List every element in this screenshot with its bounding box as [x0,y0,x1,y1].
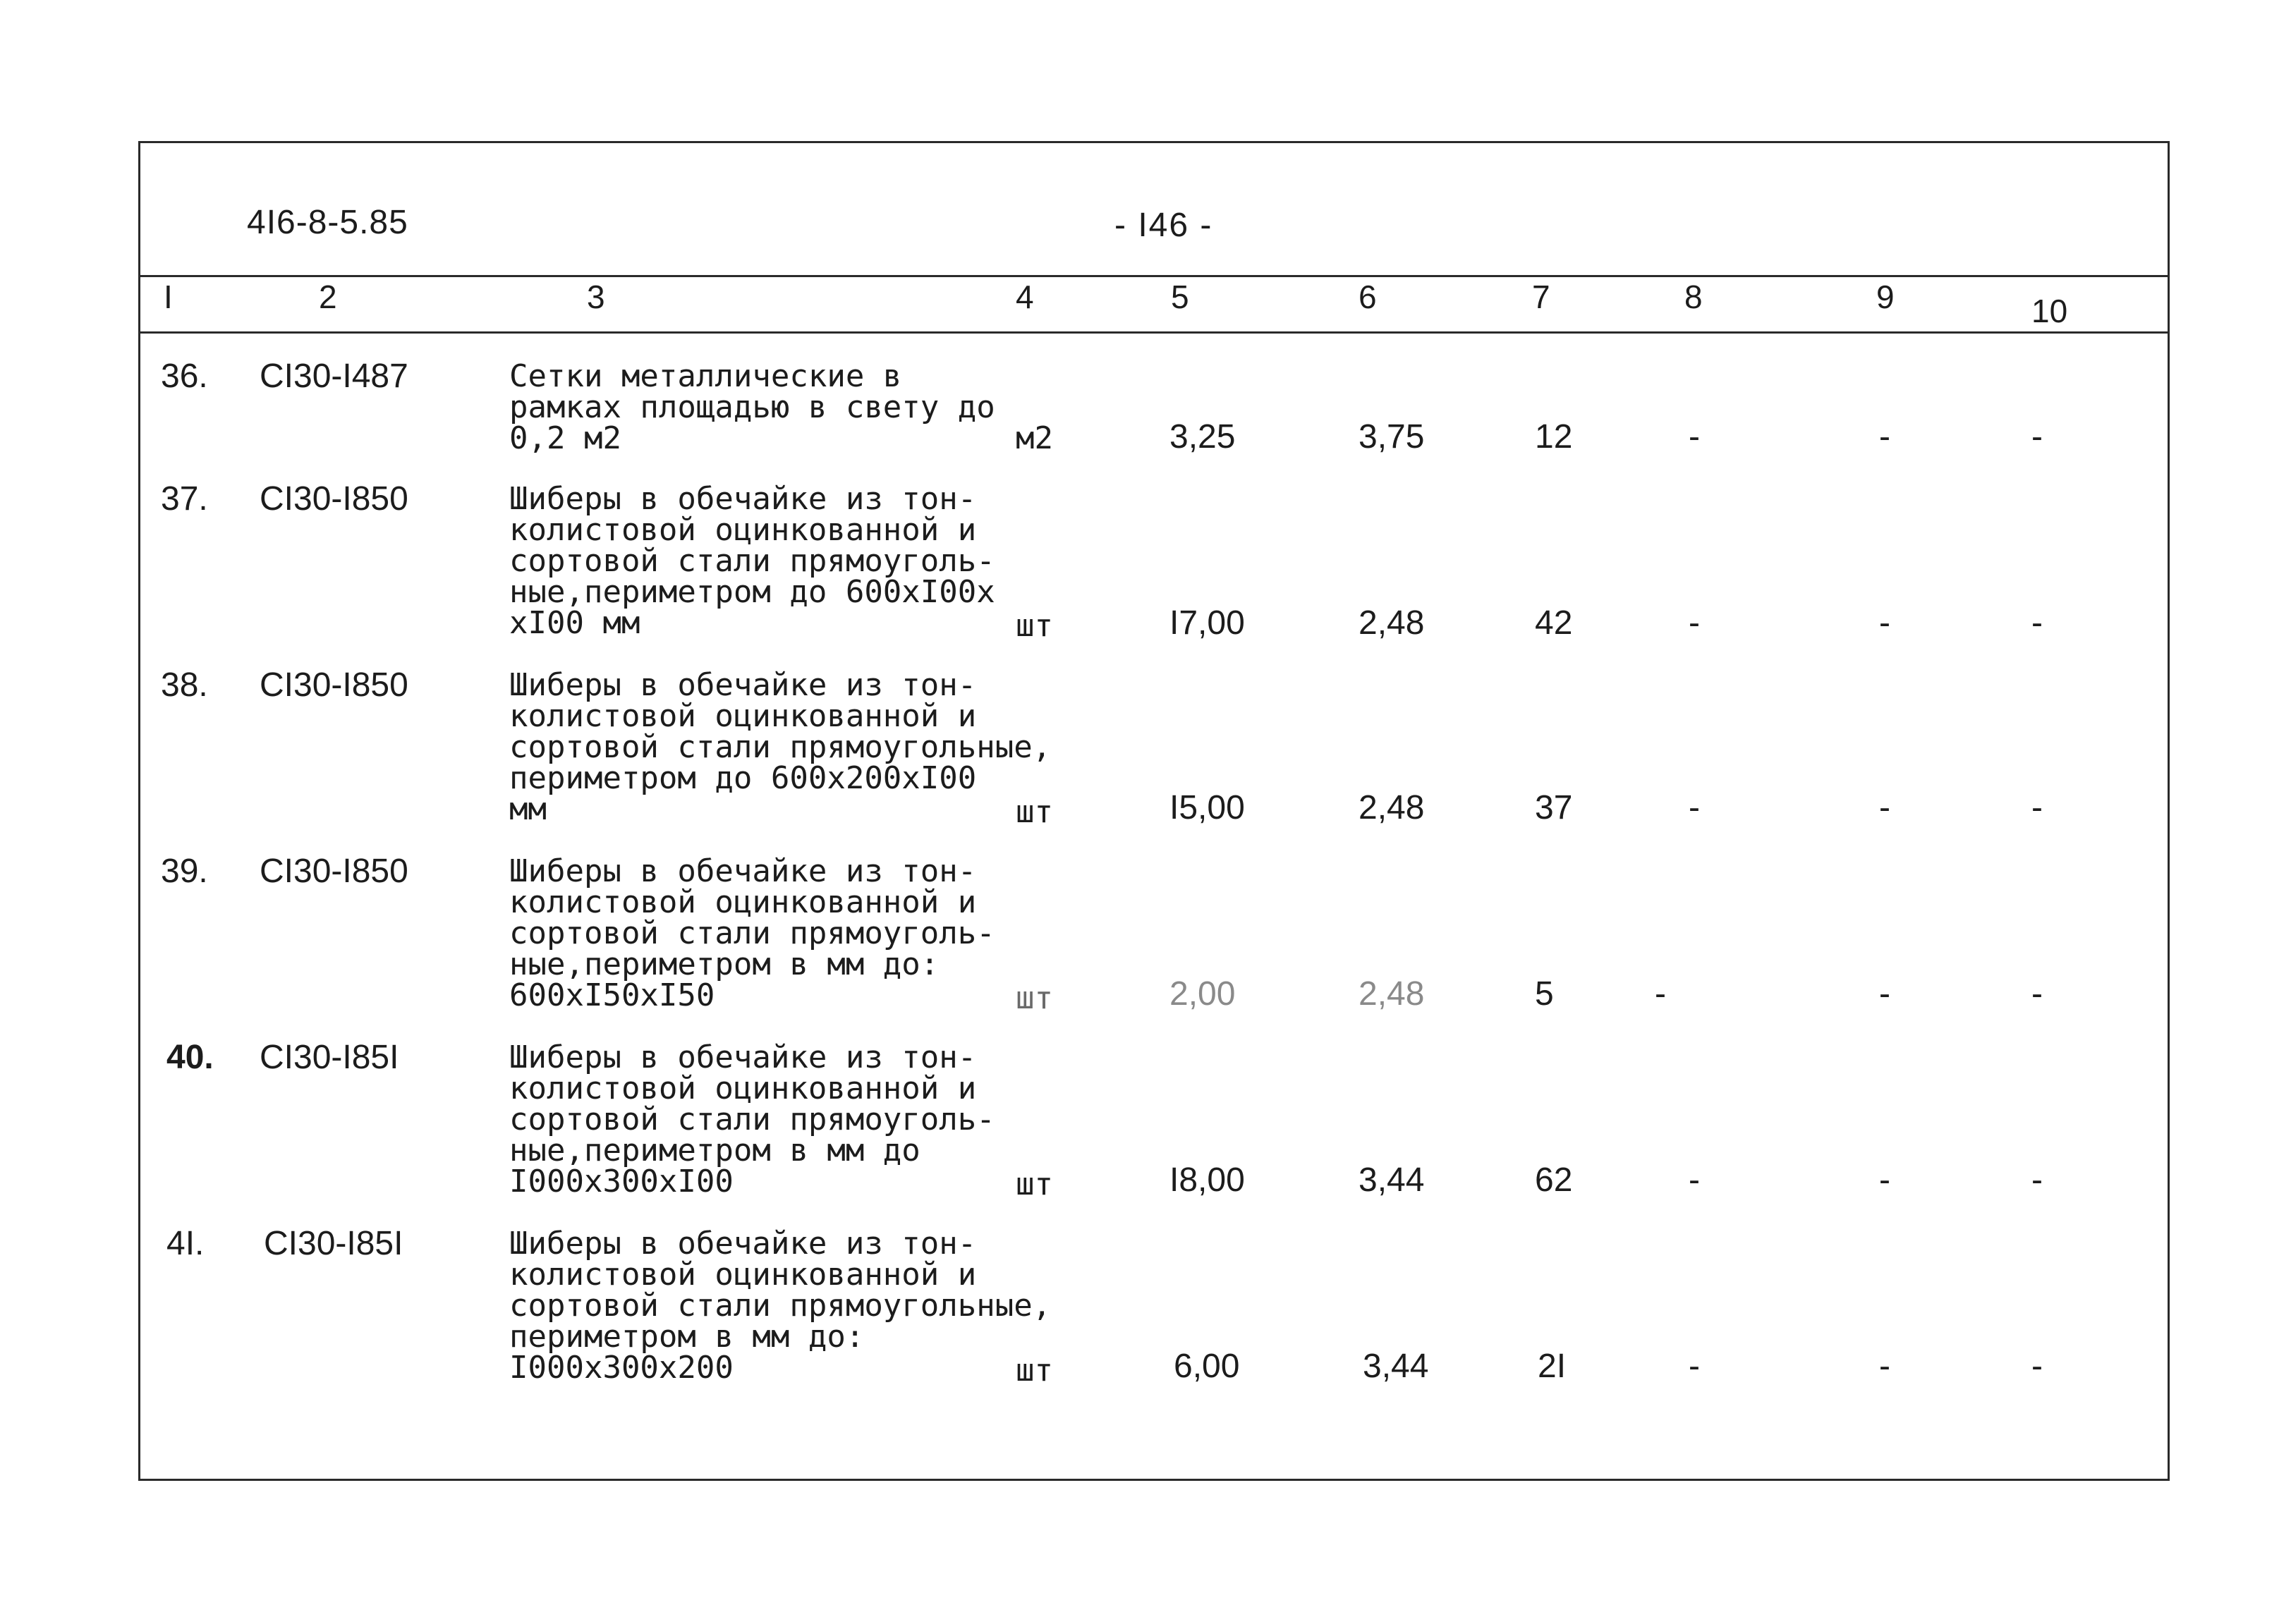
value-col-7: 37 [1535,789,1573,826]
unit: м2 [1016,420,1053,456]
value-col-8: - [1689,789,1700,826]
value-col-9: - [1879,1161,1890,1199]
header-rule-bottom [138,331,2170,334]
value-col-10: - [2031,789,2043,826]
column-header-5: 5 [1171,279,1189,315]
value-col-9: - [1879,1348,1890,1385]
item-description: Шиберы в обечайке из тон- колистовой оцинкованной и сортовой стали прямоугольные, периметром до 600х200хI00 мм [509,667,1052,827]
value-col-7: 42 [1535,604,1573,642]
value-col-5: 6,00 [1174,1348,1240,1385]
value-col-7: 62 [1535,1161,1573,1199]
header-rule-top [138,275,2170,277]
value-col-5: 3,25 [1169,418,1236,456]
value-col-6: 2,48 [1359,789,1425,826]
price-code: CI30-I487 [260,358,408,395]
column-header-7: 7 [1532,279,1550,315]
value-col-7: 12 [1535,418,1573,456]
column-header-8: 8 [1684,279,1703,315]
value-col-6: 2,48 [1359,604,1425,642]
value-col-10: - [2031,604,2043,642]
price-code: CI30-I850 [260,853,408,890]
value-col-9: - [1879,975,1890,1013]
value-col-8: - [1689,604,1700,642]
value-col-9: - [1879,789,1890,826]
value-col-8: - [1689,418,1700,456]
column-header-9: 9 [1876,279,1895,315]
row-number: 4I. [166,1225,205,1262]
document-code: 4I6-8-5.85 [247,204,408,241]
value-col-10: - [2031,1348,2043,1385]
value-col-10: - [2031,1161,2043,1199]
row-number: 36. [161,358,208,395]
item-description: Сетки металлические в рамках площадью в свету до 0,2 м2 [509,358,995,456]
item-description: Шиберы в обечайке из тон- колистовой оцинкованной и сортовой стали прямоуголь- ные,периметром в мм до I000х300хI00 [509,1039,995,1199]
value-col-10: - [2031,975,2043,1013]
column-header-10: 10 [2031,293,2068,329]
value-col-6: 3,44 [1359,1161,1425,1199]
value-col-8: - [1655,975,1666,1013]
value-col-6: 3,75 [1359,418,1425,456]
column-header-2: 2 [319,279,337,315]
value-col-6: 3,44 [1363,1348,1429,1385]
column-header-4: 4 [1016,279,1034,315]
price-code: CI30-I85I [260,1039,399,1076]
row-number: 37. [161,480,208,518]
price-code: CI30-I85I [264,1225,403,1262]
value-col-8: - [1689,1348,1700,1385]
value-col-5: I8,00 [1169,1161,1245,1199]
price-code: CI30-I850 [260,480,408,518]
unit: шт [1016,794,1053,830]
column-header-3: 3 [587,279,605,315]
value-col-10: - [2031,418,2043,456]
column-header-6: 6 [1359,279,1377,315]
value-col-7: 5 [1535,975,1554,1013]
item-description: Шиберы в обечайке из тон- колистовой оцинкованной и сортовой стали прямоуголь- ные,периметром до 600хI00х хI00 мм [509,481,995,641]
value-col-9: - [1879,604,1890,642]
unit: шт [1016,1166,1053,1202]
value-col-5: I5,00 [1169,789,1245,826]
column-header-1: I [164,279,173,315]
unit: шт [1016,980,1053,1016]
value-col-9: - [1879,418,1890,456]
item-description: Шиберы в обечайке из тон- колистовой оцинкованной и сортовой стали прямоугольные, периметром в мм до: I000х300х200 [509,1226,1052,1386]
unit: шт [1016,608,1053,644]
row-number: 38. [161,666,208,704]
value-col-7: 2I [1538,1348,1567,1385]
row-number: 40. [166,1039,214,1076]
price-code: CI30-I850 [260,666,408,704]
item-description: Шиберы в обечайке из тон- колистовой оцинкованной и сортовой стали прямоуголь- ные,периметром в мм до: 600хI50хI50 [509,853,995,1013]
value-col-5: I7,00 [1169,604,1245,642]
page-number: - I46 - [1114,207,1213,244]
value-col-5: 2,00 [1169,975,1236,1013]
value-col-6: 2,48 [1359,975,1425,1013]
table-frame [138,141,2170,1481]
unit: шт [1016,1353,1053,1388]
value-col-8: - [1689,1161,1700,1199]
row-number: 39. [161,853,208,890]
